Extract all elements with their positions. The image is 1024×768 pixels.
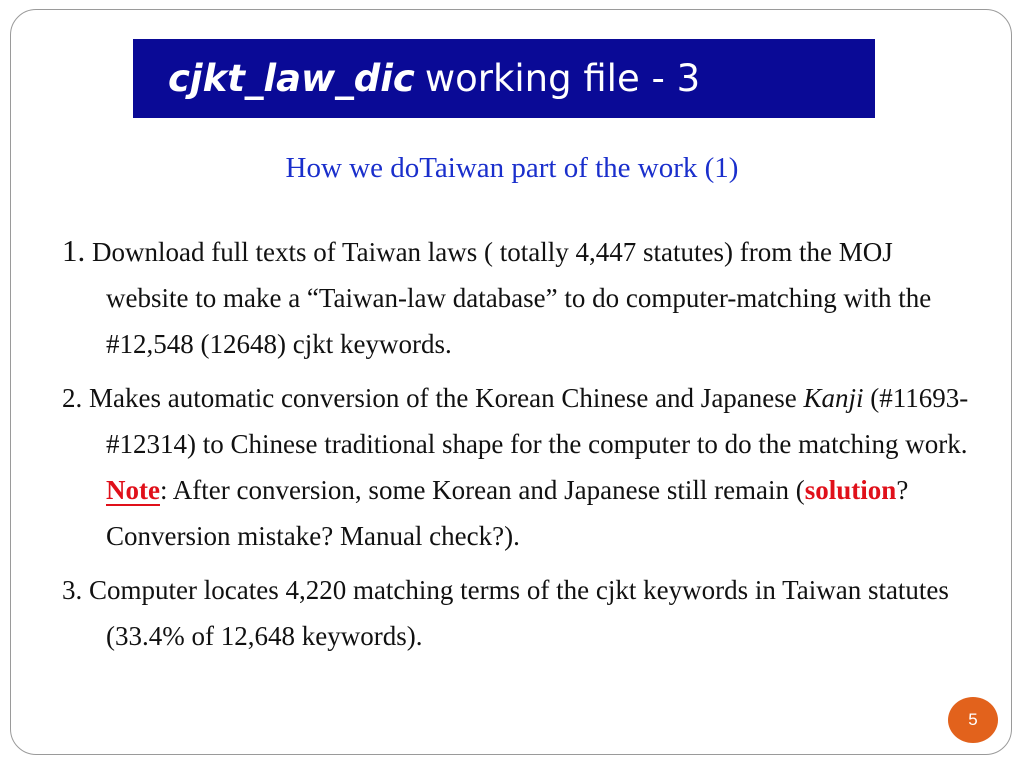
item-number-2: 2. bbox=[62, 383, 83, 413]
item-text-1: Download full texts of Taiwan laws ( totally 4,447 statutes) from the MOJ website to make a “Taiwan-law database” to do computer-matching with the #12,548 (12648) cjkt keywords. bbox=[92, 237, 932, 359]
note-label: Note bbox=[106, 475, 160, 505]
item-text-2b: (#11693-#12314) to Chinese traditional shape for the computer to do the matching work. bbox=[106, 383, 969, 459]
slide-body bbox=[62, 228, 974, 667]
list-item-2 bbox=[62, 375, 974, 559]
list-item-1 bbox=[62, 228, 974, 367]
page-number-badge: 5 bbox=[948, 697, 998, 743]
kanji-term: Kanji bbox=[803, 383, 864, 413]
title-rest-text: working file - 3 bbox=[424, 57, 701, 100]
item-text-2a: Makes automatic conversion of the Korean Chinese and Japanese bbox=[89, 383, 797, 413]
title-bold-text: cjkt_law_dic bbox=[168, 57, 415, 100]
item-text-3: Computer locates 4,220 matching terms of the cjkt keywords in Taiwan statutes (33.4% of 12,648 keywords). bbox=[89, 575, 949, 651]
list-item-3 bbox=[62, 567, 974, 659]
item-text-2d: ? Conversion mistake? Manual check?). bbox=[106, 475, 909, 551]
item-number-3: 3. bbox=[62, 575, 83, 605]
slide-subtitle: How we doTaiwan part of the work (1) bbox=[285, 152, 739, 184]
solution-label: solution bbox=[804, 475, 897, 505]
title-banner bbox=[133, 39, 875, 118]
item-text-2c: : After conversion, some Korean and Japanese still remain ( bbox=[159, 475, 805, 505]
item-number-1: 1. bbox=[62, 233, 86, 268]
